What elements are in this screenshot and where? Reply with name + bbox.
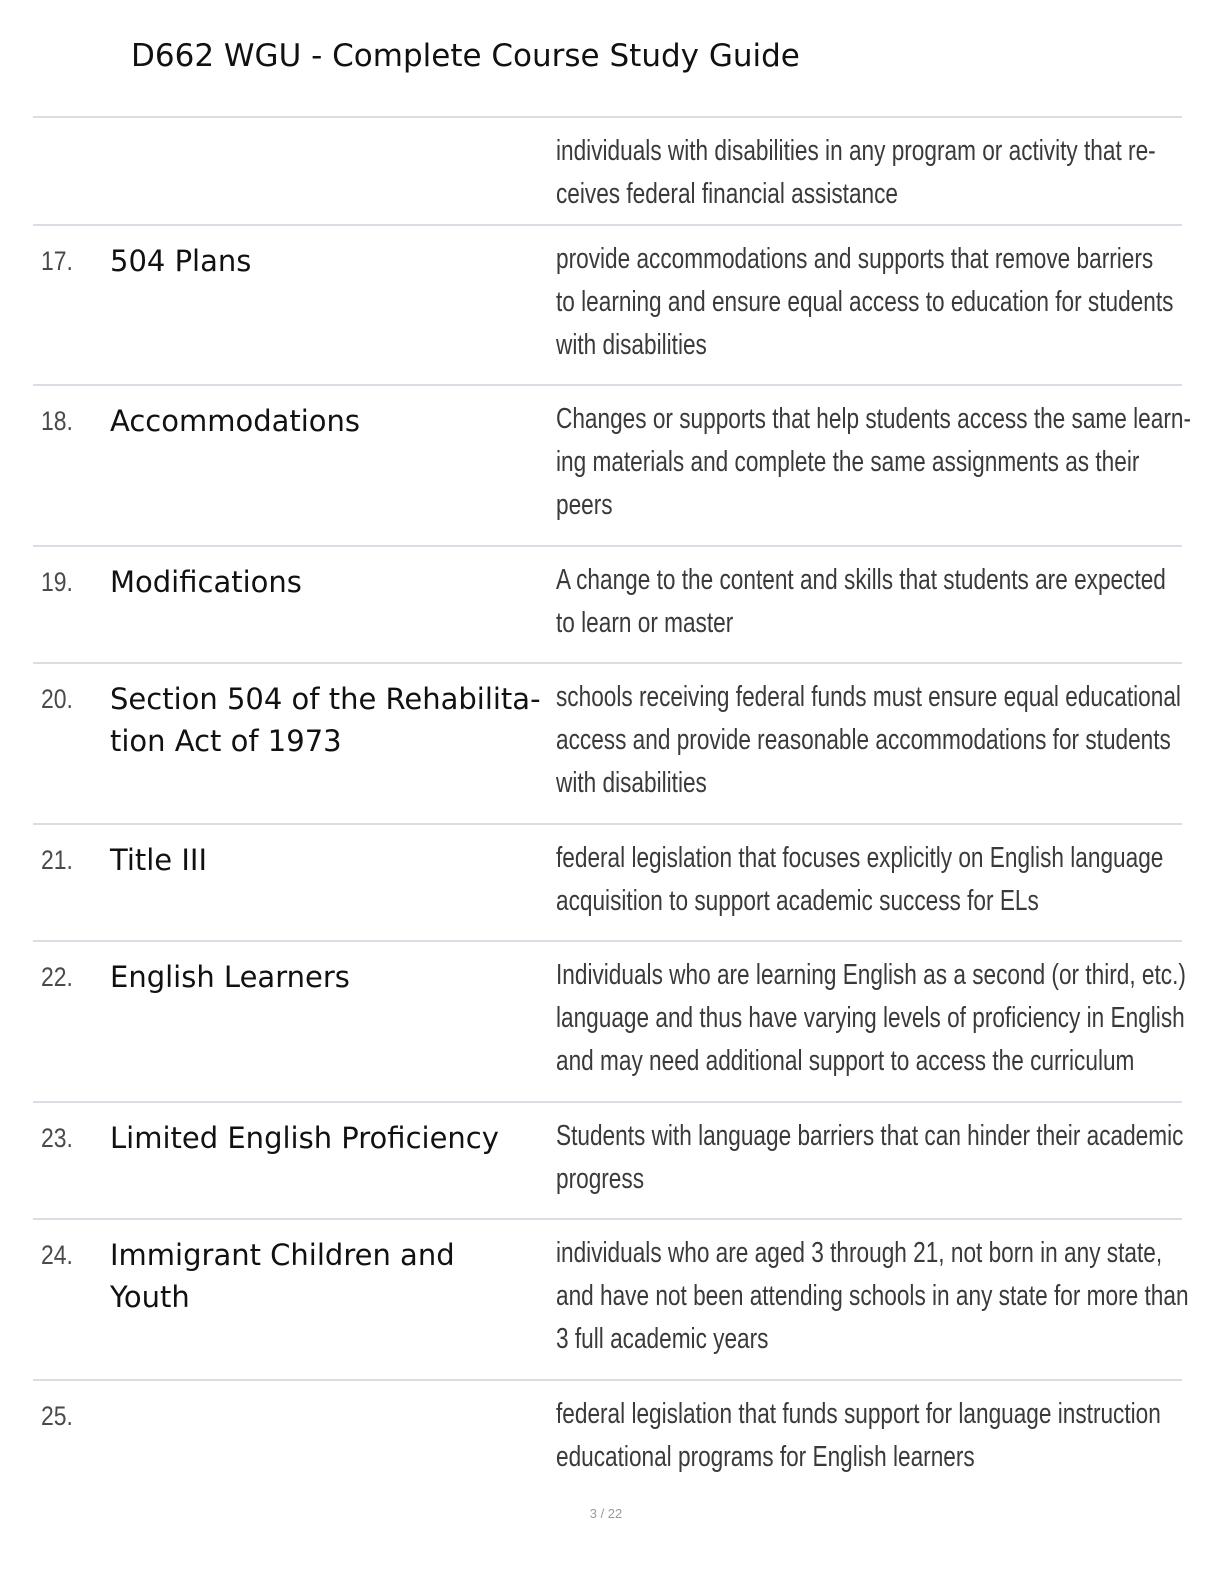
definition-line: Students with language barriers that can hinder their academic <box>556 1120 1184 1152</box>
row-number: 22. <box>41 962 73 992</box>
definition <box>556 559 1176 645</box>
row-number: 24. <box>41 1240 73 1270</box>
term <box>110 1234 550 1318</box>
table-row <box>33 118 1182 226</box>
definition-line: 3 full academic years <box>556 1323 769 1355</box>
term-line: Immigrant Children and <box>110 1238 455 1272</box>
definition <box>556 954 1186 1083</box>
row-number: 17. <box>41 246 73 276</box>
term-line: Accommodations <box>110 404 361 438</box>
row-number: 18. <box>41 406 73 436</box>
definition-line: to learning and ensure equal access to education for students <box>556 286 1174 318</box>
term <box>110 1117 550 1159</box>
definition-line: acquisition to support academic success for ELs <box>556 885 1039 917</box>
definition-line: individuals with disabilities in any program or activity that re- <box>556 135 1156 167</box>
definition <box>556 1232 1189 1361</box>
definition <box>556 238 1176 367</box>
definition <box>556 130 1176 216</box>
term-line: Youth <box>110 1280 190 1314</box>
table-row <box>33 664 1182 825</box>
term <box>110 956 550 998</box>
definition-line: schools receiving federal funds must ensure equal educational <box>556 681 1181 713</box>
definition-line: access and provide reasonable accommodations for students <box>556 724 1171 756</box>
definition-line: federal legislation that focuses explicitly on English language <box>556 842 1164 874</box>
term-line: Limited English Proficiency <box>110 1121 499 1155</box>
term <box>110 839 550 881</box>
definition <box>556 837 1176 923</box>
definition-line: ceives federal financial assistance <box>556 178 899 210</box>
study-guide-table <box>33 116 1191 1496</box>
page-number: 3 / 22 <box>589 1506 623 1521</box>
term <box>110 561 550 603</box>
term <box>110 400 550 442</box>
row-number: 25. <box>41 1401 73 1431</box>
term-line: Modifications <box>110 565 302 599</box>
document-title: D662 WGU - Complete Course Study Guide <box>131 38 800 74</box>
row-number: 20. <box>41 684 73 714</box>
term-line: English Learners <box>110 960 350 994</box>
definition-line: federal legislation that funds support for language instruction <box>556 1398 1161 1430</box>
definition-line: educational programs for English learners <box>556 1441 975 1473</box>
table-row <box>33 942 1186 1103</box>
term <box>110 678 550 762</box>
definition-line: A change to the content and skills that students are expected <box>556 564 1166 596</box>
term-line: tion Act of 1973 <box>110 724 342 758</box>
definition <box>556 398 1191 527</box>
definition-line: Changes or supports that help students access the same learn- <box>556 403 1191 435</box>
definition-line: ing materials and complete the same assignments as their <box>556 446 1140 478</box>
term-line: 504 Plans <box>110 244 252 278</box>
definition-line: Individuals who are learning English as a second (or third, etc.) <box>556 959 1186 991</box>
table-row <box>33 226 1182 386</box>
term-line: Section 504 of the Rehabilita- <box>110 682 541 716</box>
table-row <box>33 386 1191 547</box>
definition <box>556 1115 1184 1201</box>
table-row <box>33 547 1182 664</box>
term <box>110 240 550 282</box>
definition-line: progress <box>556 1163 645 1195</box>
definition-line: peers <box>556 489 613 521</box>
definition-line: with disabilities <box>556 329 707 361</box>
definition-line: language and thus have varying levels of proficiency in English <box>556 1002 1185 1034</box>
definition <box>556 676 1181 805</box>
definition-line: with disabilities <box>556 767 707 799</box>
row-number: 21. <box>41 845 73 875</box>
table-row <box>33 825 1182 942</box>
definition-line: to learn or master <box>556 607 734 639</box>
row-number: 19. <box>41 567 73 597</box>
table-row <box>33 1103 1182 1220</box>
definition-line: individuals who are aged 3 through 21, not born in any state, <box>556 1237 1163 1269</box>
definition-line: provide accommodations and supports that remove barriers <box>556 243 1154 275</box>
row-number: 23. <box>41 1123 73 1153</box>
definition-line: and have not been attending schools in any state for more than <box>556 1280 1189 1312</box>
table-row <box>33 1381 1182 1496</box>
definition <box>556 1393 1176 1479</box>
definition-line: and may need additional support to access the curriculum <box>556 1045 1135 1077</box>
term-line: Title III <box>110 843 208 877</box>
table-row <box>33 1220 1189 1381</box>
